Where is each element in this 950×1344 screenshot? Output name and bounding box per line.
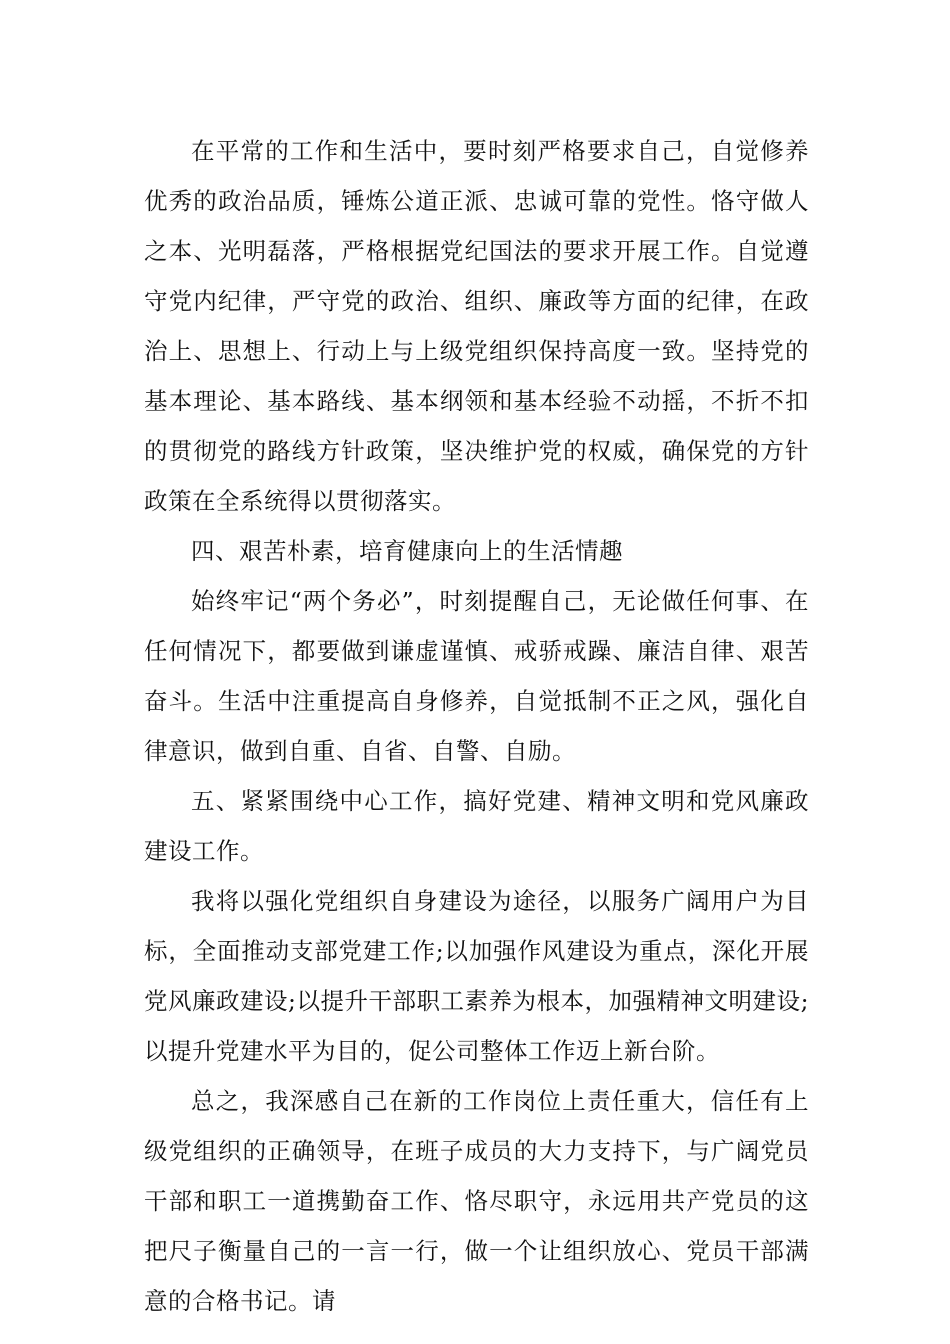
section-heading-four: 四、艰苦朴素，培育健康向上的生活情趣 <box>191 537 623 565</box>
document-body <box>144 126 809 1326</box>
section-heading-five: 五、紧紧围绕中心工作，搞好党建、精神文明和党风廉政建设工作。 <box>144 787 809 865</box>
paragraph-conclusion: 总之，我深感自己在新的工作岗位上责任重大，信任有上级党组织的正确领导，在班子成员的大力支持下，与广阔党员干部和职工一道携勤奋工作、恪尽职守，永远用共产党员的这把尺子衡量自己的一言一行，做一个让组织放心、党员干部满意的合格书记。请 <box>144 1087 809 1315</box>
paragraph-discipline: 在平常的工作和生活中，要时刻严格要求自己，自觉修养优秀的政治品质，锤炼公道正派、忠诚可靠的党性。恪守做人之本、光明磊落，严格根据党纪国法的要求开展工作。自觉遵守党内纪律，严守党的政治、组织、廉政等方面的纪律，在政治上、思想上、行动上与上级党组织保持高度一致。坚持党的基本理论、基本路线、基本纲领和基本经验不动摇，不折不扣的贯彻党的路线方针政策，坚决维护党的权威，确保党的方针政策在全系统得以贯彻落实。 <box>144 137 809 515</box>
paragraph-two-musts: 始终牢记“两个务必”，时刻提醒自己，无论做任何事、在任何情况下，都要做到谦虚谨慎、戒骄戒躁、廉洁自律、艰苦奋斗。生活中注重提高自身修养，自觉抵制不正之风，强化自律意识，做到自重、自省、自警、自励。 <box>144 587 809 765</box>
paragraph-party-building: 我将以强化党组织自身建设为途径，以服务广阔用户为目标，全面推动支部党建工作;以加强作风建设为重点，深化开展党风廉政建设;以提升干部职工素养为根本，加强精神文明建设;以提升党建水平为目的，促公司整体工作迈上新台阶。 <box>144 887 809 1065</box>
